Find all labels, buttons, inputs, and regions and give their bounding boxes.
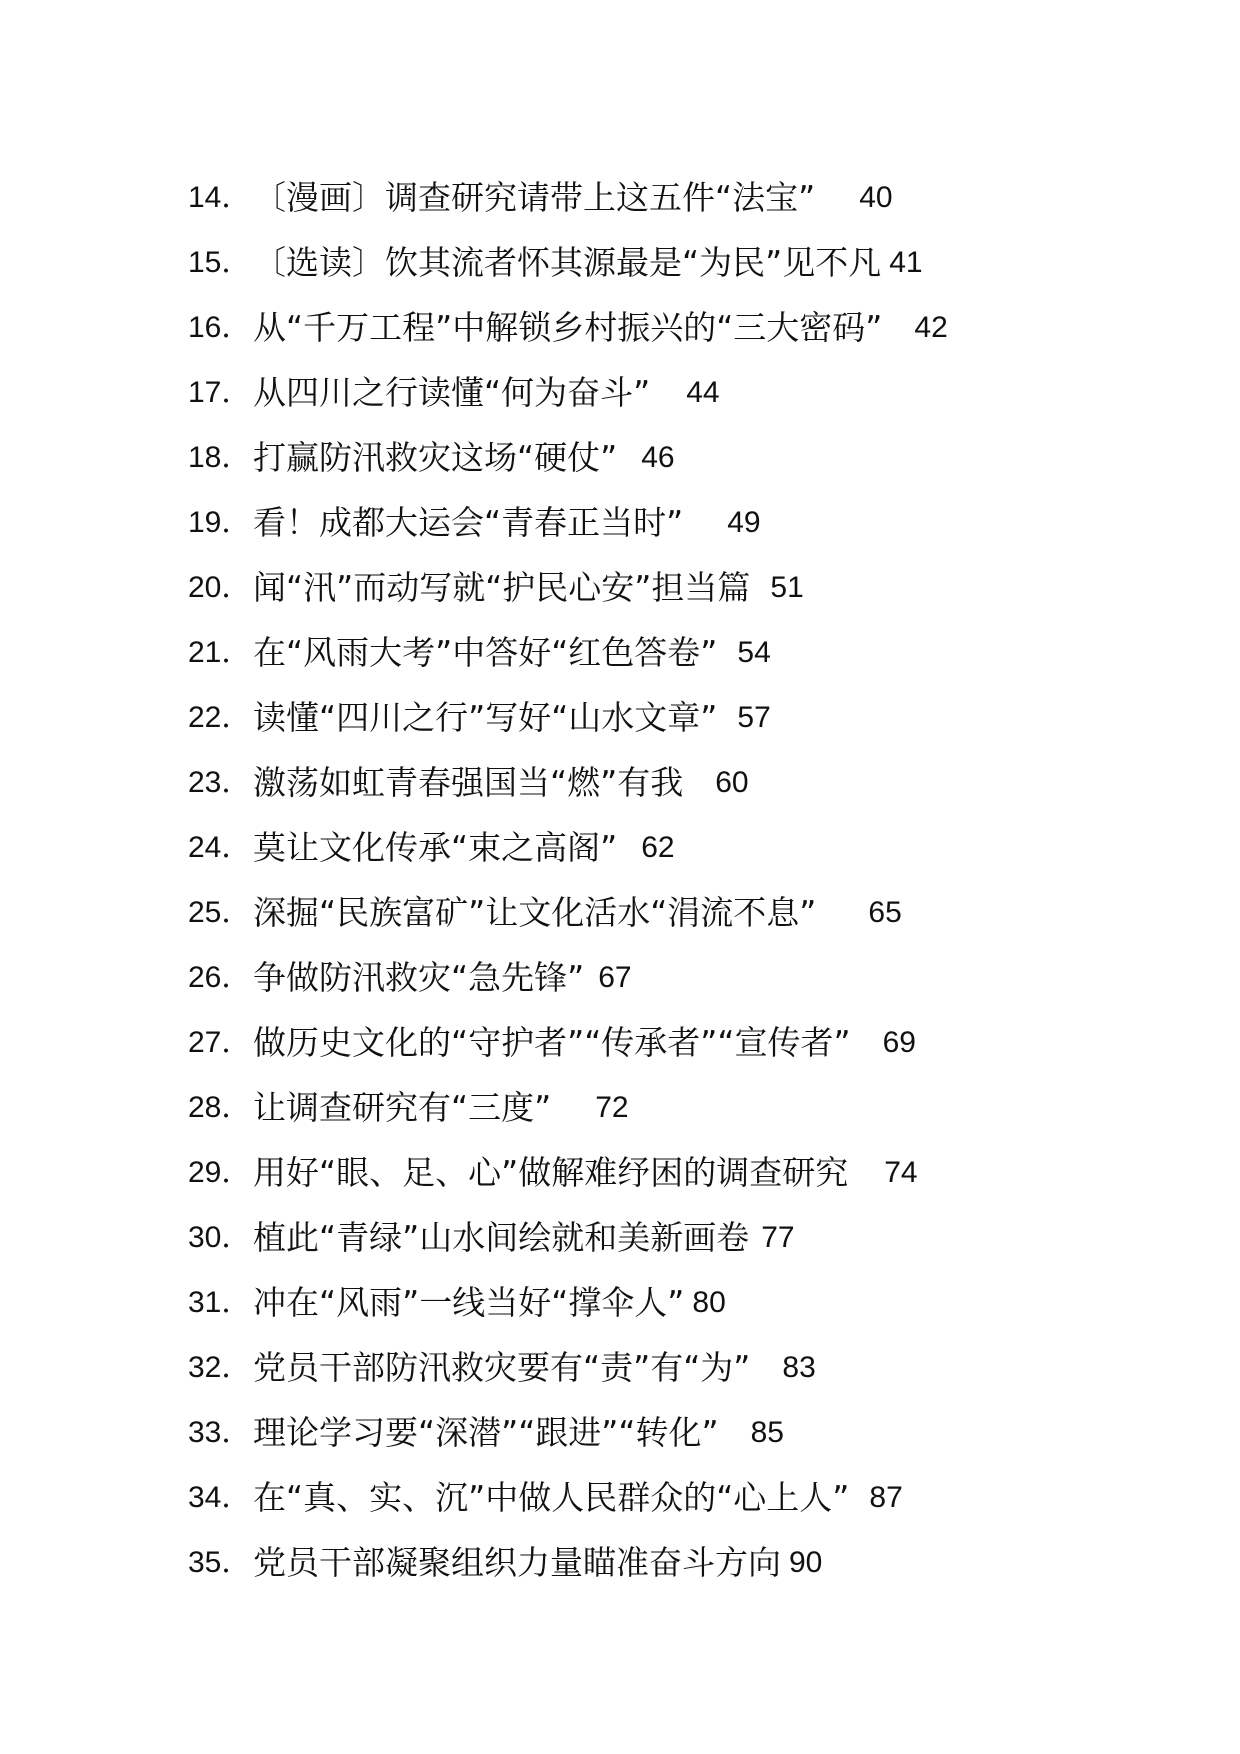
entry-title: 从“千万工程”中解锁乡村振兴的“三大密码” <box>253 308 883 347</box>
entry-title: 〔选读〕饮其流者怀其源最是“为民”见不凡 <box>253 243 882 282</box>
toc-entry[interactable] <box>188 1010 1188 1075</box>
toc-entry[interactable] <box>188 165 1188 230</box>
entry-number: 24． <box>188 831 252 864</box>
toc-entry[interactable] <box>188 1205 1188 1270</box>
toc-entry[interactable] <box>188 1530 1188 1595</box>
entry-title: 做历史文化的“守护者”“传承者”“宣传者” <box>253 1023 851 1062</box>
entry-title: 党员干部防汛救灾要有“责”有“为” <box>253 1348 751 1387</box>
entry-number: 15． <box>188 246 252 279</box>
entry-number: 14． <box>188 181 252 214</box>
toc-entry[interactable] <box>188 685 1188 750</box>
entry-page-number: 40 <box>859 181 893 214</box>
entry-page-number: 57 <box>737 701 771 734</box>
entry-title: 理论学习要“深潜”“跟进”“转化” <box>253 1413 719 1452</box>
entry-page-number: 41 <box>889 246 923 279</box>
toc-entry[interactable] <box>188 945 1188 1010</box>
entry-number: 29． <box>188 1156 252 1189</box>
entry-number: 26． <box>188 961 252 994</box>
entry-number: 22． <box>188 701 252 734</box>
entry-page-number: 83 <box>782 1351 816 1384</box>
entry-number: 30． <box>188 1221 252 1254</box>
entry-page-number: 62 <box>641 831 675 864</box>
entry-page-number: 80 <box>692 1286 726 1319</box>
entry-page-number: 67 <box>598 961 632 994</box>
entry-page-number: 46 <box>641 441 675 474</box>
entry-title: 〔漫画〕调查研究请带上这五件“法宝” <box>253 178 816 217</box>
table-of-contents <box>188 165 1188 1595</box>
entry-title: 打赢防汛救灾这场“硬仗” <box>253 438 618 477</box>
toc-entry[interactable] <box>188 425 1188 490</box>
toc-entry[interactable] <box>188 620 1188 685</box>
entry-title: 闻“汛”而动写就“护民心安”担当篇 <box>253 568 751 607</box>
toc-entry[interactable] <box>188 1335 1188 1400</box>
entry-number: 17． <box>188 376 252 409</box>
entry-title: 在“风雨大考”中答好“红色答卷” <box>253 633 718 672</box>
entry-number: 31． <box>188 1286 252 1319</box>
entry-page-number: 42 <box>914 311 948 344</box>
entry-title: 冲在“风雨”一线当好“撑伞人” <box>253 1283 685 1322</box>
entry-title: 读懂“四川之行”写好“山水文章” <box>253 698 718 737</box>
entry-title: 让调查研究有“三度” <box>253 1088 552 1127</box>
toc-entry[interactable] <box>188 1270 1188 1335</box>
entry-page-number: 60 <box>715 766 749 799</box>
entry-number: 23． <box>188 766 252 799</box>
entry-page-number: 49 <box>727 506 761 539</box>
entry-page-number: 44 <box>686 376 720 409</box>
entry-number: 18． <box>188 441 252 474</box>
entry-page-number: 87 <box>869 1481 903 1514</box>
entry-number: 32． <box>188 1351 252 1384</box>
entry-number: 33． <box>188 1416 252 1449</box>
entry-number: 21． <box>188 636 252 669</box>
entry-page-number: 51 <box>770 571 804 604</box>
entry-title: 从四川之行读懂“何为奋斗” <box>253 373 651 412</box>
entry-title: 激荡如虹青春强国当“燃”有我 <box>253 763 684 802</box>
entry-page-number: 77 <box>761 1221 795 1254</box>
entry-number: 35． <box>188 1546 252 1579</box>
entry-title: 看！成都大运会“青春正当时” <box>253 503 684 542</box>
entry-title: 莫让文化传承“束之高阁” <box>253 828 618 867</box>
toc-entry[interactable] <box>188 490 1188 555</box>
entry-page-number: 69 <box>882 1026 916 1059</box>
entry-title: 党员干部凝聚组织力量瞄准奋斗方向 <box>253 1543 781 1582</box>
entry-page-number: 65 <box>868 896 902 929</box>
entry-number: 19． <box>188 506 252 539</box>
toc-entry[interactable] <box>188 1140 1188 1205</box>
entry-number: 20． <box>188 571 252 604</box>
entry-title: 争做防汛救灾“急先锋” <box>253 958 585 997</box>
toc-entry[interactable] <box>188 360 1188 425</box>
toc-entry[interactable] <box>188 1465 1188 1530</box>
toc-entry[interactable] <box>188 1400 1188 1465</box>
entry-page-number: 74 <box>884 1156 918 1189</box>
entry-title: 深掘“民族富矿”让文化活水“涓流不息” <box>253 893 817 932</box>
toc-entry[interactable] <box>188 880 1188 945</box>
toc-entry[interactable] <box>188 1075 1188 1140</box>
entry-page-number: 54 <box>737 636 771 669</box>
entry-title: 在“真、实、沉”中做人民群众的“心上人” <box>253 1478 850 1517</box>
entry-page-number: 72 <box>595 1091 629 1124</box>
toc-entry[interactable] <box>188 750 1188 815</box>
toc-entry[interactable] <box>188 555 1188 620</box>
toc-entry[interactable] <box>188 815 1188 880</box>
entry-number: 34． <box>188 1481 252 1514</box>
entry-number: 28． <box>188 1091 252 1124</box>
toc-entry[interactable] <box>188 230 1188 295</box>
entry-title: 植此“青绿”山水间绘就和美新画卷 <box>253 1218 750 1257</box>
entry-title: 用好“眼、足、心”做解难纾困的调查研究 <box>253 1153 849 1192</box>
entry-number: 25． <box>188 896 252 929</box>
entry-page-number: 85 <box>750 1416 784 1449</box>
entry-number: 27． <box>188 1026 252 1059</box>
entry-number: 16． <box>188 311 252 344</box>
toc-entry[interactable] <box>188 295 1188 360</box>
entry-page-number: 90 <box>789 1546 823 1579</box>
